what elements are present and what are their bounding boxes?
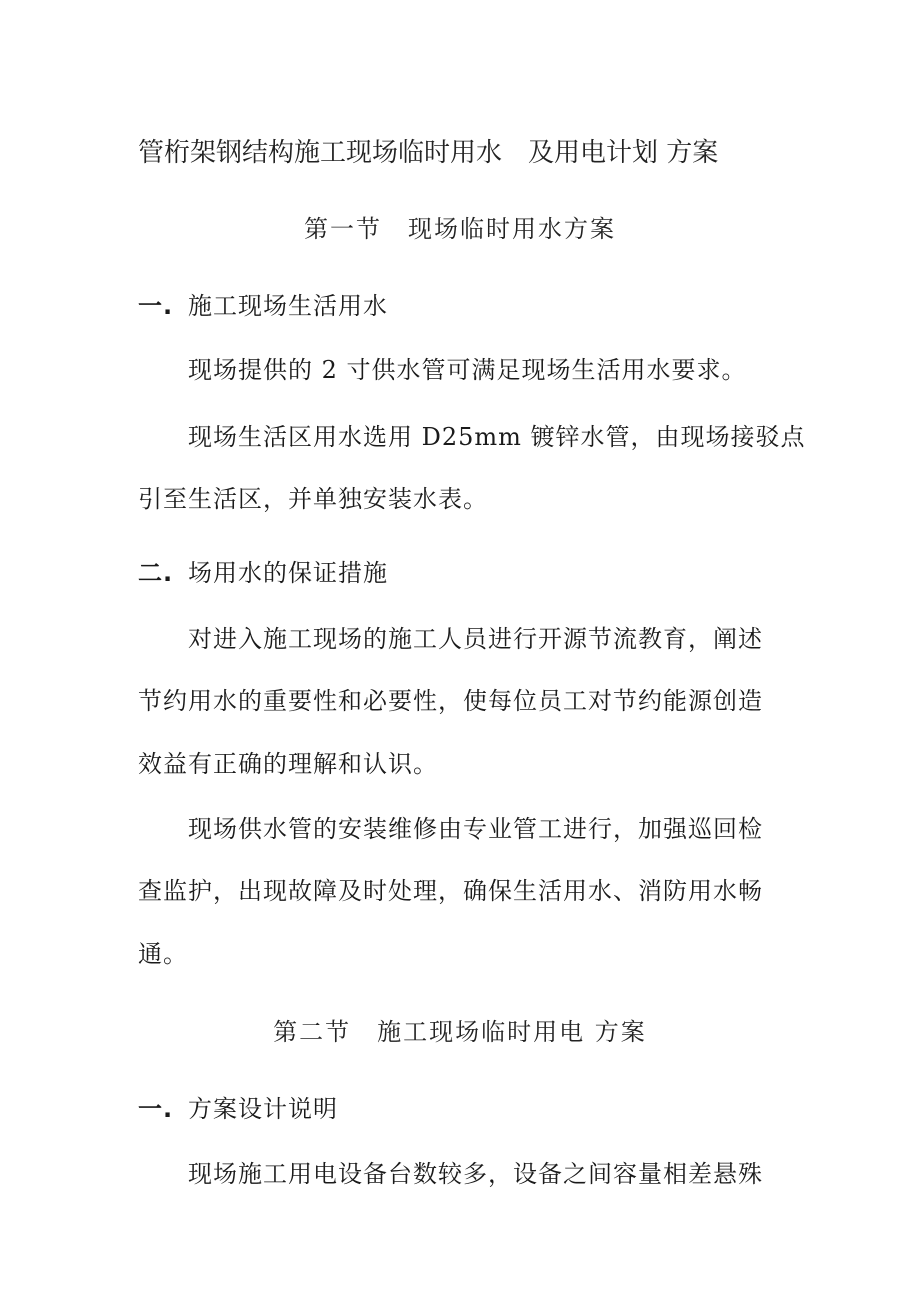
paragraph-line: 现场生活区用水选用 D25mm 镀锌水管，由现场接驳点 xyxy=(188,423,806,451)
heading-text: 场用水的保证措施 xyxy=(188,559,388,587)
section-2-title: 第二节 施工现场临时用电 方案 xyxy=(273,1018,647,1046)
heading-number: 一. xyxy=(138,292,174,320)
section-1-heading-1 xyxy=(138,290,388,322)
paragraph-line: 现场提供的 2 寸供水管可满足现场生活用水要求。 xyxy=(188,356,747,384)
paragraph-line: 效益有正确的理解和认识。 xyxy=(138,750,438,778)
paragraph-line: 现场施工用电设备台数较多，设备之间容量相差悬殊 xyxy=(188,1160,763,1188)
paragraph-line: 对进入施工现场的施工人员进行开源节流教育，阐述 xyxy=(188,625,763,653)
paragraph-line: 引至生活区，并单独安装水表。 xyxy=(138,485,488,513)
document-title: 管桁架钢结构施工现场临时用水 及用电计划 方案 xyxy=(138,138,719,168)
paragraph-line: 节约用水的重要性和必要性，使每位员工对节约能源创造 xyxy=(138,687,763,715)
section-1-heading-2 xyxy=(138,557,388,589)
heading-number: 一. xyxy=(138,1095,174,1123)
paragraph-line: 查监护，出现故障及时处理，确保生活用水、消防用水畅 xyxy=(138,877,763,905)
heading-number: 二. xyxy=(138,559,174,587)
section-1-title: 第一节 现场临时用水方案 xyxy=(304,215,616,243)
heading-text: 施工现场生活用水 xyxy=(188,292,388,320)
section-2-heading-1 xyxy=(138,1093,338,1125)
paragraph-line: 现场供水管的安装维修由专业管工进行，加强巡回检 xyxy=(188,815,763,843)
heading-text: 方案设计说明 xyxy=(188,1095,338,1123)
paragraph-line: 通。 xyxy=(138,940,188,968)
